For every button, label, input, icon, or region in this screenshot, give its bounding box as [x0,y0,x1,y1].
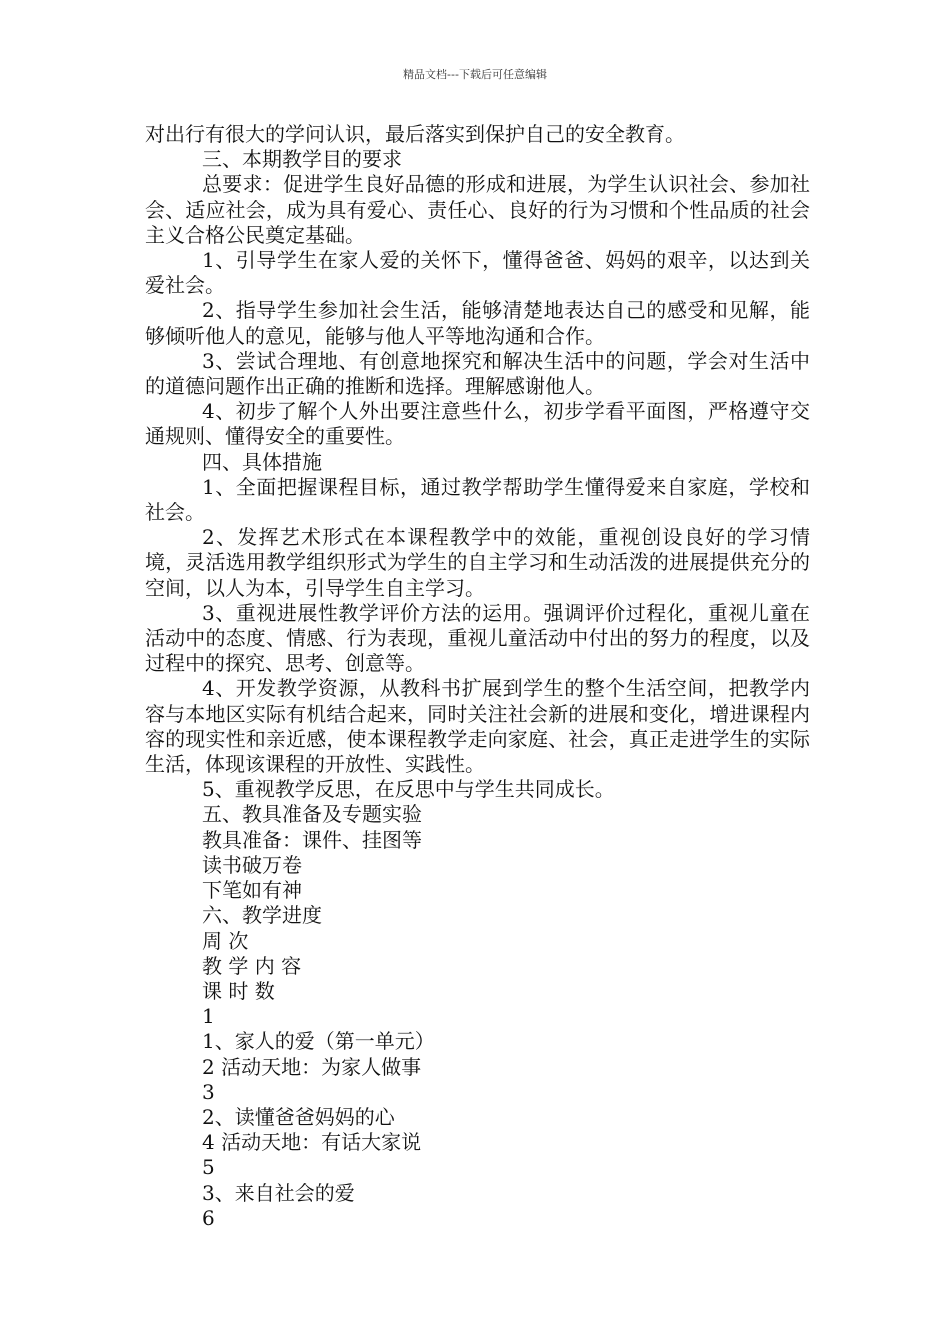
paragraph: 下笔如有神 [202,878,302,903]
paragraph: 1、家人的爱（第一单元） [202,1029,435,1054]
paragraph: 1、全面把握课程目标，通过教学帮助学生懂得爱来自家庭，学校和社会。 [145,474,810,525]
paragraph: 3、来自社会的爱 [202,1180,355,1205]
paragraph: 3 [202,1079,215,1104]
paragraph: 2 活动天地：为家人做事 [202,1054,422,1079]
paragraph: 1、引导学生在家人爱的关怀下，懂得爸爸、妈妈的艰辛，以达到关爱社会。 [145,248,810,298]
paragraph: 教 学 内 容 [202,953,302,978]
paragraph: 1 [202,1004,215,1029]
paragraph: 教具准备：课件、挂图等 [202,827,422,852]
paragraph: 2、读懂爸爸妈妈的心 [202,1104,395,1129]
paragraph: 课 时 数 [202,978,275,1003]
paragraph: 五、教具准备及专题实验 [202,802,422,827]
paragraph: 对出行有很大的学问认识，最后落实到保护自己的安全教育。 [145,122,685,146]
paragraph: 周 次 [202,928,249,953]
paragraph: 4、开发教学资源，从教科书扩展到学生的整个生活空间，把教学内容与本地区实际有机结合起来，同时关注社会新的进展和变化，增进课程内容的现实性和亲近感，使本课程教学走向家庭、社会，真正走进学生的实际生活，体现该课程的开放性、实践性。 [145,676,810,777]
paragraph: 2、发挥艺术形式在本课程教学中的效能，重视创设良好的学习情境，灵活选用教学组织形式为学生的自主学习和生动活泼的进展提供充分的空间，以人为本，引导学生自主学习。 [145,525,810,600]
paragraph: 读书破万卷 [202,852,302,877]
paragraph: 3、尝试合理地、有创意地探究和解决生活中的问题，学会对生活中的道德问题作出正确的推断和选择。理解感谢他人。 [145,348,810,399]
paragraph: 四、具体措施 [202,449,322,474]
paragraph: 3、重视进展性教学评价方法的运用。强调评价过程化，重视儿童在活动中的态度、情感、行为表现，重视儿童活动中付出的努力的程度，以及过程中的探究、思考、创意等。 [145,600,810,676]
paragraph: 5 [202,1155,215,1180]
paragraph: 2、指导学生参加社会生活，能够清楚地表达自己的感受和见解，能够倾听他人的意见，能够与他人平等地沟通和合作。 [145,298,810,348]
paragraph: 总要求：促进学生良好品德的形成和进展，为学生认识社会、参加社会、适应社会，成为具有爱心、责任心、良好的行为习惯和个性品质的社会主义合格公民奠定基础。 [145,172,810,247]
paragraph: 4、初步了解个人外出要注意些什么，初步学看平面图，严格遵守交通规则、懂得安全的重要性。 [145,399,810,449]
page-header: 精品文档---下载后可任意编辑 [403,68,547,81]
paragraph: 三、本期教学目的要求 [202,147,402,172]
paragraph: 6 [202,1205,215,1230]
paragraph: 5、重视教学反思，在反思中与学生共同成长。 [202,777,615,802]
paragraph: 六、教学进度 [202,903,322,928]
document-body [145,122,810,1231]
paragraph: 4 活动天地：有话大家说 [202,1130,422,1155]
